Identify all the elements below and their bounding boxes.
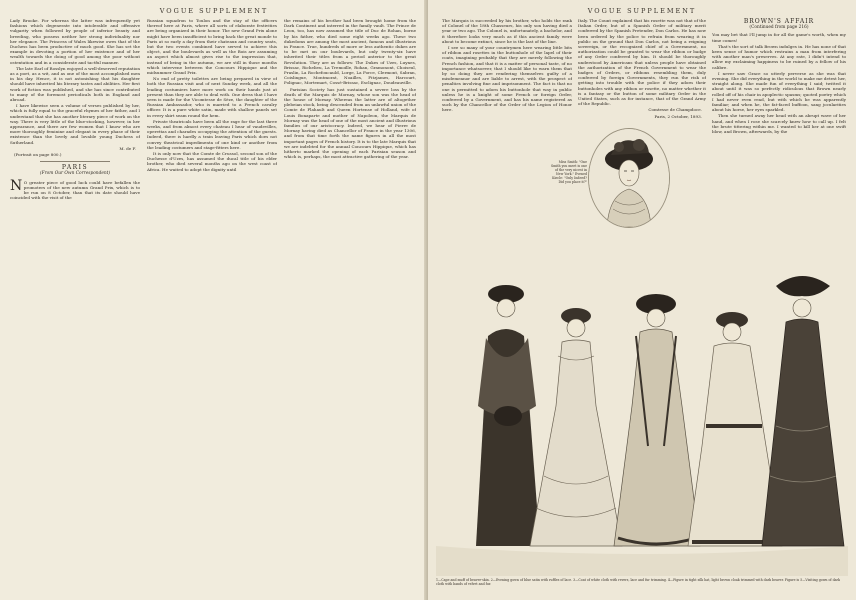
- paris-section-subtitle: (From Our Own Correspondent): [39, 171, 111, 177]
- left-running-head: VOGUE SUPPLEMENT: [159, 7, 269, 15]
- oval-portrait-illustration: [588, 128, 670, 228]
- left-col3-paragraph: Parisian Society has just sustained a severe loss by the death of the Marquis de Mornay, whose son was the head of the house of Mornay. Whereas the latter are of altogether plebeian stock, being descended from an unlawful union of the Comte de Flahault and Queen Hortense of Holland, wife of Louis Bonaparte and mother of Napoleon, the Marquis de Mornay was the head of one of the most ancient and illustrious families of our aristocracy. Indeed, we hear of Pierre de Mornay having died as Chancellor of France in the year 1306, and from that time forth the name figures in all the most important pages of French history. It is to the late Marquis that we are indebted for the annual Concours Hippique, which has hitherto marked the opening of each Parisian season and which is, perhaps, the most attractive gathering of the year.: [284, 86, 416, 160]
- left-col2-paragraph: Russian squadron to Toulon and the stay of the officers thereof here at Paris, where all sorts of elaborate festivities are being organized in their honor. The new Grand Prix alone might have been insufficient to bring back the great monde to Paris at so early a day from their chateaux and country seats, but the two events combined have served to achieve this object, and the boulevards as well as the Bois are assuming an aspect which almost gives rise to the impression that, instead of being in the autumn, we are still in those months which intervene between the Concours Hippique and the midsummer Grand Prix.: [147, 18, 277, 76]
- right-col1-paragraph: The Marquis is succeeded by his brother, who holds the rank of Colonel of the 18th Chasseurs, his only son having died a year or two ago. The Colonel is, unfortunately, a bachelor, and it therefore looks very much as if this ancient family were about to become extinct, since he is the last of the line.: [442, 18, 572, 44]
- story-subtitle: (Continued from page 216): [749, 25, 809, 31]
- paris-first-paragraph-text: O greater piece of good luck could have befallen the promoters of the new autumn Grand Prix, which is to be run on 8 October, than that its date should have coincided with the visit of the: [10, 179, 140, 201]
- illustration-caption: 1—Cape and muff of beaver-skin. 2—Evening gown of blue satin with ruffles of lace. 3—Coat of white cloth with revers, lace and fur trimming. 4—Figure in tight silk hat, light brown cloak trimmed with dark beaver. Figure is 5—Visiting gown of dark cloth with bands of velvet and fur.: [436, 578, 840, 587]
- portrait-reference: (Portrait on page 800.): [14, 152, 62, 158]
- story-paragraph: You may bet that I'll jump in for all the game's worth, when my time comes!: [712, 32, 846, 43]
- right-running-head: VOGUE SUPPLEMENT: [587, 7, 697, 15]
- left-column-2: [147, 18, 277, 594]
- left-column-3: [284, 18, 416, 594]
- right-col2-paragraph: Italy. The Count explained that his rosette was not that of the Italian Order, but of a Spanish Order of military merit conferred by the Spanish Pretender, Don Carlos. He has now been ordered by the police to refrain from wearing it in public on the ground that Don Carlos, not being a reigning sovereign, or the recognized chief of a Government, no authorization could be granted to wear the ribbon or badge of any Order conferred by him. It should be thoroughly understood by Americans that unless people have obtained the authorization of the French Government to wear the badges of Orders, or ribbons resembling them, duly conferred by foreign Governments, they run the risk of getting into trouble with the police if they adorn their buttonholes with any ribbon or rosette, no matter whether it is a fantasy or the button of some military Order in the United States, such as for instance, that of the Grand Army of the Republic.: [578, 18, 706, 107]
- right-column-1: [442, 18, 572, 246]
- dateline: Paris, 2 October, 1893.: [654, 113, 702, 119]
- signature: Comtesse de Champdoce.: [648, 107, 702, 113]
- story-paragraph: That's the sort of talk Brown indulges in. He has none of that keen sense of humor which restrains a man from interfering with another man's preserves. At any rate, I didn't intend to allow my exclaiming happiness to be ruined by a fellow of his calibre.: [712, 43, 846, 70]
- left-col2-paragraph: No end of pretty toilettes are being prepared in view of both the Russian visit and of next Sunday week, and all the leading costumiers have more work on their hands just at present than they are able to deal with. One dress that I have seen is made for the Vicomtesse de Sèze, the daughter of the Russian Ambassador, who is married to a French cavalry officer. It is a pure white satin, made with shallow panels set in every skirt seam round the hem.: [147, 76, 277, 118]
- left-col3-paragraph: the remains of his brother had been brought home from the Dark Continent and interred in the family vault. The Prince de Leon, too, has now assumed the title of Duc de Rohan, borne by his father, who died some eight weeks ago. These two dukedoms are among the most ancient, famous and illustrious in France. True, hundreds of more or less authentic dukes are to be met on our boulevards, but only twenty-six have inherited their titles from a period anterior to the great Revolution. They are as follows: The Dukes of Uzes, Luynes, Brissac, Richelieu, La Tremoille, Rohan, Gramonont, Choiseul, Praslin, La Rochefoucauld, Lorge, La Force, Clermont, Sabran, Coislingue, Montmorat, Noailles, Fitzjames, Harcourt, Polignac, Mortemart, Cossé-Brissac, Esclignac, Doudeauville.: [284, 18, 416, 86]
- left-column-1: [10, 18, 140, 594]
- portrait-caption: Miss Smith: "One Smith you meet is one of the very nicest in New York." Evened Kiecle: "Only Indeed? Did you place it?": [551, 160, 587, 184]
- story-paragraph: Then she turned away her head with an abrupt wave of her hand, and when I rose she scarcely knew how to call up. I felt the brute tittering within me. I wanted to kill her at one swift blow, and Brown, afterwards, by the: [712, 113, 846, 135]
- paris-section-title: PARIS: [61, 164, 89, 172]
- signature: M. de F.: [119, 145, 136, 151]
- left-col1-paragraph: Lady Brooke. For whereas the latter was infrequently yet fashions which degenerate into intolerable and offensive vulgarity when followed by people of inferior beauty and breeding, who possess neither her strong individuality nor her elegance. The Princess of Wales likewise owes that of the Duchess has been productive of much good. She has set the example in devoting a portion of her existence and of her wealth towards the doing of good among the poor without ostentation and in a considerate and tactful manner.: [10, 18, 140, 65]
- section-divider: [40, 161, 110, 162]
- right-col1-paragraph: I see so many of your countrymen here wearing little bits of ribbon and rosettes in the buttonhole of the lapel of their coats, imagining probably that they are merely following the French fashion, and that it is a matter of personal taste, of no importance whatsoever, that I should like to warn them that by so doing they are rendering themselves guilty of a misdemeanor and are liable to arrest, with the prospect of penalties involving fine and imprisonment. The fact is that no one is permitted to adorn his buttonhole that way in public unless he is a knight of some French or foreign Order, conferred by a Government, and has his name registered as such by the Chancellor of the Order of the Legion of Honor here.: [442, 45, 572, 113]
- left-col2-paragraph: Private theatricals have been all the rage for the last three weeks, and from almost every chateau I hear of vaudevilles, operettas and charades occupying the attention of the guests. Indeed, there is hardly a train leaving Paris which does not convey theatrical impedimenta of one kind or another from the leading costumers and stage-fitters here.: [147, 118, 277, 150]
- left-col2-paragraph: It is only now that the Comte de Crussol, second son of the Duchesse d'Uzes, has assumed the ducal title of his elder brother, who died several months ago on the west coast of Africa. He waited to adopt the dignity until: [147, 151, 277, 172]
- drop-cap: N: [10, 177, 23, 194]
- story-paragraph: I never saw Grace so utterly perverse as she was that evening. She did everything in the world to make me detest her, straight along. She made fun of everything I said; twitted it about until it was so perfectly ridiculous that Brown nearly rolled off of his chair in apoplectic spasms; quoted poetry which I had never even read, but with which he was apparently familiar; and when he, the fat-faced buffoon, sang jocularities about his horse, her eyes sparkled.: [712, 70, 846, 113]
- right-column-3: [712, 18, 846, 246]
- story-title: BROWN'S AFFAIR: [743, 18, 815, 25]
- left-col1-paragraph: The late Earl of Rosslyn enjoyed a well-deserved reputation as a poet, as a wit, and as one of the most accomplished men in his day. Hence, it is not astonishing that his daughter should have inherited his literary tastes and abilities. Her first work of fiction was published, and she has since contributed to many of the foremost periodicals both in England and abroad.: [10, 65, 140, 103]
- right-column-2: [578, 18, 706, 128]
- left-col1-paragraph: I have likewise seen a volume of verses published by her, which is fully equal to the graceful rhymes of her father, and I understand that she has another literary piece of work on the way. There is very little of the blue-stocking, however, in her appearance, and there are few women that I know who are more thoroughly feminine and elegant in every phase of their existence than the lovely and lovable young Duchess of Sutherland.: [10, 103, 140, 145]
- portrait-drawing: [589, 129, 669, 227]
- fashion-plate-illustration: [436, 246, 848, 576]
- paris-first-paragraph: [10, 177, 140, 201]
